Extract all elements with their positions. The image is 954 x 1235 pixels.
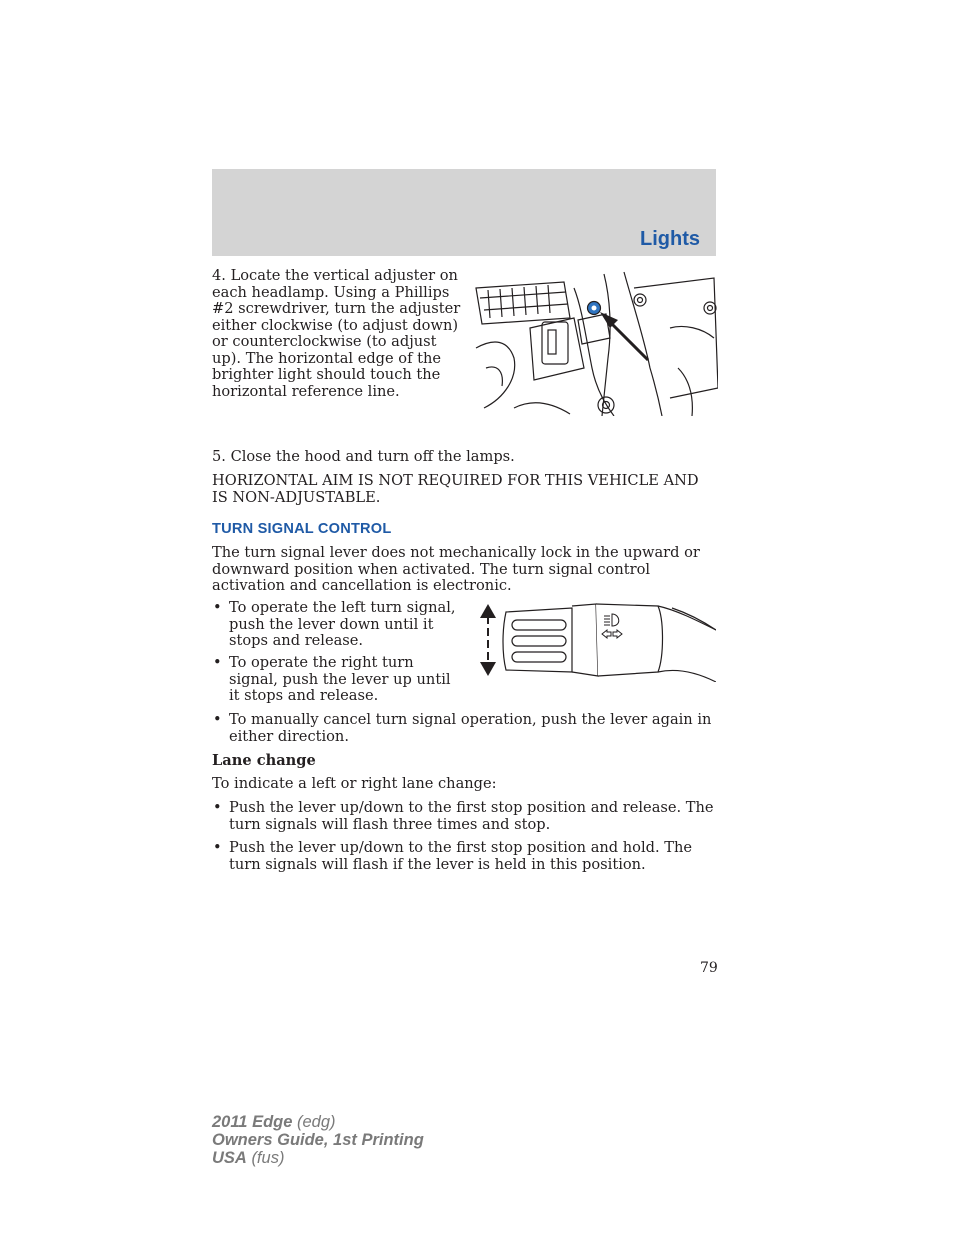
section-header-band xyxy=(212,169,716,256)
footer-guide: Owners Guide, 1st Printing xyxy=(212,1131,424,1149)
list-item-text: To manually cancel turn signal operation, push the lever again in either direction. xyxy=(229,711,712,745)
footer-model-code: (edg) xyxy=(297,1113,336,1131)
list-item xyxy=(212,655,464,705)
horizontal-aim-note: HORIZONTAL AIM IS NOT REQUIRED FOR THIS VEHICLE AND IS NON-ADJUSTABLE. xyxy=(212,472,699,506)
footer-market: USA xyxy=(212,1149,247,1167)
page-number: 79 xyxy=(700,960,718,976)
list-item-text: To operate the right turn signal, push the lever up until it stops and release. xyxy=(229,654,451,704)
lane-change-intro: To indicate a left or right lane change: xyxy=(212,775,497,792)
footer-model: 2011 Edge xyxy=(212,1113,293,1131)
bullet-marker: • xyxy=(213,654,222,671)
step-5-text: 5. Close the hood and turn off the lamps. xyxy=(212,448,515,465)
list-item xyxy=(212,712,716,745)
bullet-marker: • xyxy=(213,839,222,856)
bullet-marker: • xyxy=(213,711,222,728)
list-item xyxy=(212,600,464,650)
section-title: Lights xyxy=(640,228,700,250)
bullet-marker: • xyxy=(213,599,222,616)
list-item xyxy=(212,840,716,873)
list-item-text: Push the lever up/down to the first stop position and release. The turn signals will flash three times and stop. xyxy=(229,799,714,833)
up-down-arrow-icon xyxy=(480,604,496,676)
step-4-text: 4. Locate the vertical adjuster on each headlamp. Using a Phillips #2 screwdriver, turn the adjuster either clockwise (to adjust down) or counterclockwise (to adjust up). The horizontal edge of the brighter light should touch the horizontal reference line. xyxy=(212,267,461,400)
footer-market-code: (fus) xyxy=(251,1149,285,1167)
turn-signal-heading: TURN SIGNAL CONTROL xyxy=(212,521,392,537)
list-item-text: To operate the left turn signal, push the lever down until it stops and release. xyxy=(229,599,456,649)
footer-model-line xyxy=(212,1113,424,1131)
document-footer xyxy=(212,1113,424,1167)
turn-signal-lever-illustration xyxy=(476,600,716,682)
bullet-marker: • xyxy=(213,799,222,816)
lane-change-heading: Lane change xyxy=(212,752,316,769)
list-item xyxy=(212,800,716,833)
footer-market-line xyxy=(212,1149,424,1167)
headlamp-adjuster-illustration xyxy=(474,268,718,416)
list-item-text: Push the lever up/down to the first stop position and hold. The turn signals will flash if the lever is held in this position. xyxy=(229,839,693,873)
footer-guide-line xyxy=(212,1131,424,1149)
turn-signal-intro: The turn signal lever does not mechanically lock in the upward or downward position when activated. The turn signal control activation and cancellation is electronic. xyxy=(212,544,700,594)
